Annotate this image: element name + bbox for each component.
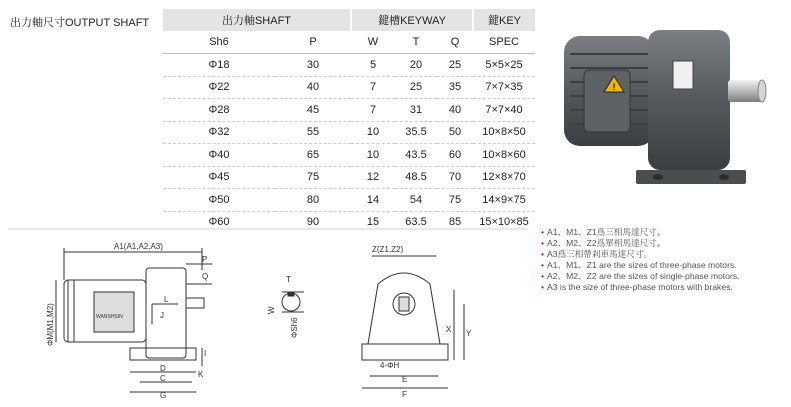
- dimension-ef: [362, 375, 448, 399]
- front-view-drawing: [350, 240, 490, 400]
- table-cell: 14: [351, 189, 395, 212]
- section-divider: [8, 228, 528, 230]
- dim-m-label: ΦM(M1,M2): [46, 303, 55, 346]
- table-cell: 10: [351, 121, 395, 144]
- table-row: [163, 144, 535, 167]
- table-row: [163, 166, 535, 189]
- side-view-drawing: [2, 240, 232, 400]
- table-cell: 15: [366, 216, 380, 229]
- table-cell: Φ18: [163, 54, 275, 77]
- table-cell: 15×10×85: [479, 216, 529, 229]
- dim-w-label: W: [267, 306, 276, 314]
- table-cell: 48.5: [395, 166, 437, 189]
- subheader-cell: SPEC: [473, 31, 535, 54]
- dim-y-label: Y: [466, 329, 472, 338]
- table-cell: 7×7×35: [473, 76, 535, 99]
- dim-c-label: C: [160, 374, 166, 383]
- table-cell: Φ45: [163, 166, 275, 189]
- table-cell: 35: [437, 76, 473, 99]
- table-cell: 20: [395, 54, 437, 77]
- subheader-cell: T: [395, 31, 437, 54]
- dimension-pq: [186, 255, 212, 284]
- table-cell: 25: [395, 76, 437, 99]
- gear-motor-photo: [548, 6, 778, 196]
- header-keyway: 鍵槽KEYWAY: [351, 9, 473, 31]
- table-row: [163, 121, 535, 144]
- dim-e-label: E: [402, 375, 408, 384]
- subheader-cell: Q: [437, 31, 473, 54]
- gearbox-outline: [130, 268, 207, 360]
- brand-label: WANSHSIN: [96, 314, 123, 320]
- front-housing: [362, 273, 448, 360]
- dimension-z: [372, 245, 436, 256]
- table-row: [163, 99, 535, 122]
- gearbox: [636, 30, 746, 184]
- dim-h-label: 4-ΦH: [380, 361, 400, 370]
- dim-x-label: X: [446, 325, 452, 334]
- table-cell: 60: [437, 144, 473, 167]
- dim-t-label: T: [286, 275, 291, 284]
- table-cell: 12×8×70: [473, 166, 535, 189]
- table-cell: 75: [437, 189, 473, 212]
- table-cell: 70: [437, 166, 473, 189]
- header-key: 鍵KEY: [473, 9, 535, 31]
- table-row: [163, 189, 535, 212]
- table-row: [163, 76, 535, 99]
- table-cell: Φ28: [163, 99, 275, 122]
- dim-z-label: Z(Z1,Z2): [372, 245, 404, 254]
- table-cell: 45: [275, 99, 351, 122]
- subheader-cell: P: [275, 31, 351, 54]
- motor-outline: [64, 280, 146, 342]
- dim-l-label: L: [164, 295, 169, 304]
- table-cell: 14×9×75: [473, 189, 535, 212]
- note-item: • A1、M1、Z1 are the sizes of three-phase motors.: [541, 260, 740, 271]
- table-cell: 31: [395, 99, 437, 122]
- shaft-section-drawing: [264, 268, 324, 358]
- dim-p-label: P: [202, 255, 208, 264]
- table-cell: 12: [351, 166, 395, 189]
- note-item: • A3爲三相帶剎車馬達尺寸。: [541, 249, 740, 260]
- table-cell: 7: [351, 99, 395, 122]
- table-cell: Φ32: [163, 121, 275, 144]
- dim-a1-label: A1(A1,A2,A3): [114, 242, 163, 251]
- table-cell: 90: [306, 216, 320, 229]
- dim-i-label: I: [204, 349, 207, 358]
- note-item: • A1、M1、Z1爲三相馬達尺寸。: [541, 227, 740, 238]
- output-shaft: [728, 80, 766, 102]
- table-cell: 7×7×40: [473, 99, 535, 122]
- output-shaft-label: 出力軸尺寸OUTPUT SHAFT: [10, 17, 150, 29]
- table-cell: 7: [351, 76, 395, 99]
- shaft-spec-table: [163, 9, 535, 233]
- table-cell: 65: [275, 144, 351, 167]
- dim-q-label: Q: [202, 272, 209, 281]
- terminal-box: [584, 70, 630, 132]
- dimension-dcg: [130, 364, 196, 400]
- table-cell: Φ40: [163, 144, 275, 167]
- table-cell: 54: [395, 189, 437, 212]
- dimension-m: [46, 280, 56, 346]
- subheader-row: [163, 31, 535, 54]
- subheader-cell: W: [351, 31, 395, 54]
- table-cell: 40: [275, 76, 351, 99]
- table-cell: Φ60: [208, 216, 230, 229]
- table-cell: 5×5×25: [473, 54, 535, 77]
- dim-j-label: J: [160, 311, 164, 320]
- note-item: • A2、M2、Z2爲單相馬達尺寸。: [541, 238, 740, 249]
- dim-d-label: D: [160, 364, 166, 373]
- table-cell: 85: [448, 216, 462, 229]
- subheader-cell: Sh6: [163, 31, 275, 54]
- dim-g-label: G: [160, 391, 167, 400]
- table-cell: Φ22: [163, 76, 275, 99]
- table-row: [163, 54, 535, 77]
- header-shaft: 出力軸SHAFT: [163, 9, 351, 31]
- dim-k-label: K: [198, 370, 204, 379]
- dimension-a1: [64, 242, 202, 280]
- dimension-xy: [446, 290, 472, 360]
- table-cell: 55: [275, 121, 351, 144]
- table-cell: 10: [351, 144, 395, 167]
- note-item: • A2、M2、Z2 are the sizes of single-phase motors.: [541, 271, 740, 282]
- dim-sh-label: ΦSh6: [290, 317, 299, 338]
- note-item: • A3 is the size of three-phase motors with brakes.: [541, 282, 740, 293]
- dim-f-label: F: [402, 390, 407, 399]
- table-cell: 10×8×60: [473, 144, 535, 167]
- svg-text:!: !: [612, 82, 616, 92]
- table-cell: 40: [437, 99, 473, 122]
- notes-list: [541, 227, 740, 293]
- table-cell: 5: [351, 54, 395, 77]
- dimension-ik: [198, 348, 206, 379]
- table-cell: 25: [437, 54, 473, 77]
- table-cell: 80: [275, 189, 351, 212]
- table-cell: 50: [437, 121, 473, 144]
- table-cell: 35.5: [395, 121, 437, 144]
- table-cell: Φ50: [163, 189, 275, 212]
- table-cell: 10×8×50: [473, 121, 535, 144]
- table-cell: 75: [275, 166, 351, 189]
- table-cell: 30: [275, 54, 351, 77]
- table-cell: 63.5: [405, 216, 427, 229]
- table-cell: 43.5: [395, 144, 437, 167]
